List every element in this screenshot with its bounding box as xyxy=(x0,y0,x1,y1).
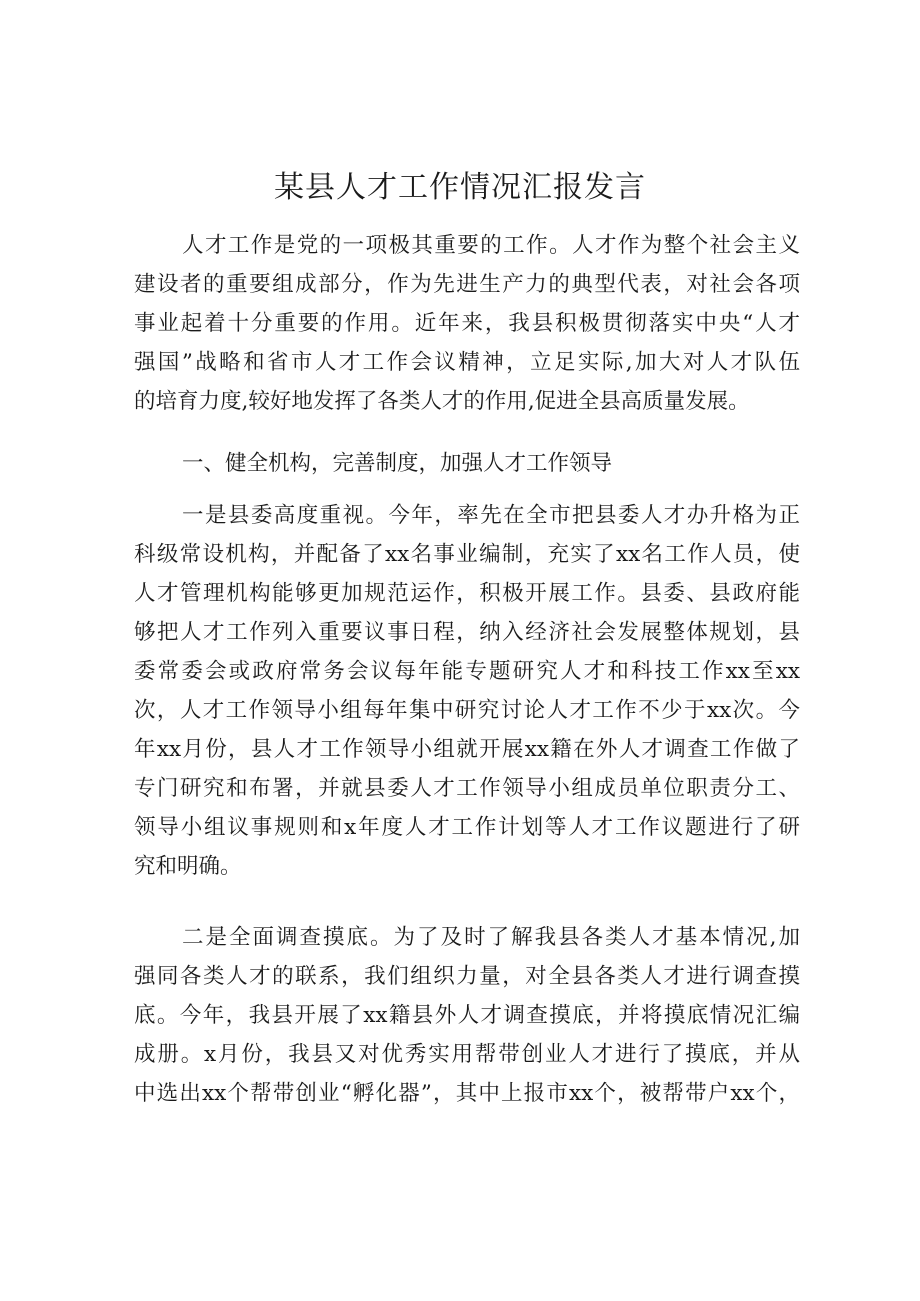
text-line: 一是县委高度重视。今年，率先在全市把县委人才办升格为正 xyxy=(182,503,800,528)
text-line: 专门研究和布署，并就县委人才工作领导小组成员单位职责分工、 xyxy=(134,776,800,801)
text-line: 人才工作是党的一项极其重要的工作。人才作为整个社会主义 xyxy=(182,233,800,258)
paragraph-two xyxy=(134,918,800,1113)
section-heading-text: 一、健全机构，完善制度，加强人才工作领导 xyxy=(182,451,613,476)
text-line: 委常委会或政府常务会议每年能专题研究人才和科技工作xx至xx xyxy=(134,659,800,684)
intro-paragraph xyxy=(134,226,800,421)
text-line: 二是全面调查摸底。为了及时了解我县各类人才基本情况,加 xyxy=(182,925,800,950)
text-line: 领导小组议事规则和x年度人才工作计划等人才工作议题进行了研 xyxy=(134,815,800,840)
text-line: 成册。x月份，我县又对优秀实用帮带创业人才进行了摸底，并从 xyxy=(134,1042,800,1067)
paragraph-one xyxy=(134,496,800,886)
text-line: 的培育力度,较好地发挥了各类人才的作用,促进全县高质量发展。 xyxy=(134,389,750,414)
document-title: 某县人才工作情况汇报发言 xyxy=(274,170,646,205)
text-line: 人才管理机构能够更加规范运作，积极开展工作。县委、县政府能 xyxy=(134,581,800,606)
section-heading xyxy=(134,444,800,483)
text-line: 究和明确。 xyxy=(134,854,242,879)
text-line: 事业起着十分重要的作用。近年来，我县积极贯彻落实中央“人才 xyxy=(134,311,800,336)
text-line: 科级常设机构，并配备了xx名事业编制，充实了xx名工作人员，使 xyxy=(134,542,800,567)
text-line: 够把人才工作列入重要议事日程，纳入经济社会发展整体规划，县 xyxy=(134,620,800,645)
text-line: 强国”战略和省市人才工作会议精神，立足实际,加大对人才队伍 xyxy=(134,350,800,375)
text-line: 中选出xx个帮带创业“孵化器”，其中上报市xx个，被帮带户xx个， xyxy=(134,1081,800,1106)
text-line: 次，人才工作领导小组每年集中研究讨论人才工作不少于xx次。今 xyxy=(134,698,800,723)
text-line: 强同各类人才的联系，我们组织力量，对全县各类人才进行调查摸 xyxy=(134,964,800,989)
text-line: 底。今年，我县开展了xx籍县外人才调查摸底，并将摸底情况汇编 xyxy=(134,1003,800,1028)
text-line: 建设者的重要组成部分，作为先进生产力的典型代表，对社会各项 xyxy=(134,272,800,297)
text-line: 年xx月份，县人才工作领导小组就开展xx籍在外人才调查工作做了 xyxy=(134,737,800,762)
